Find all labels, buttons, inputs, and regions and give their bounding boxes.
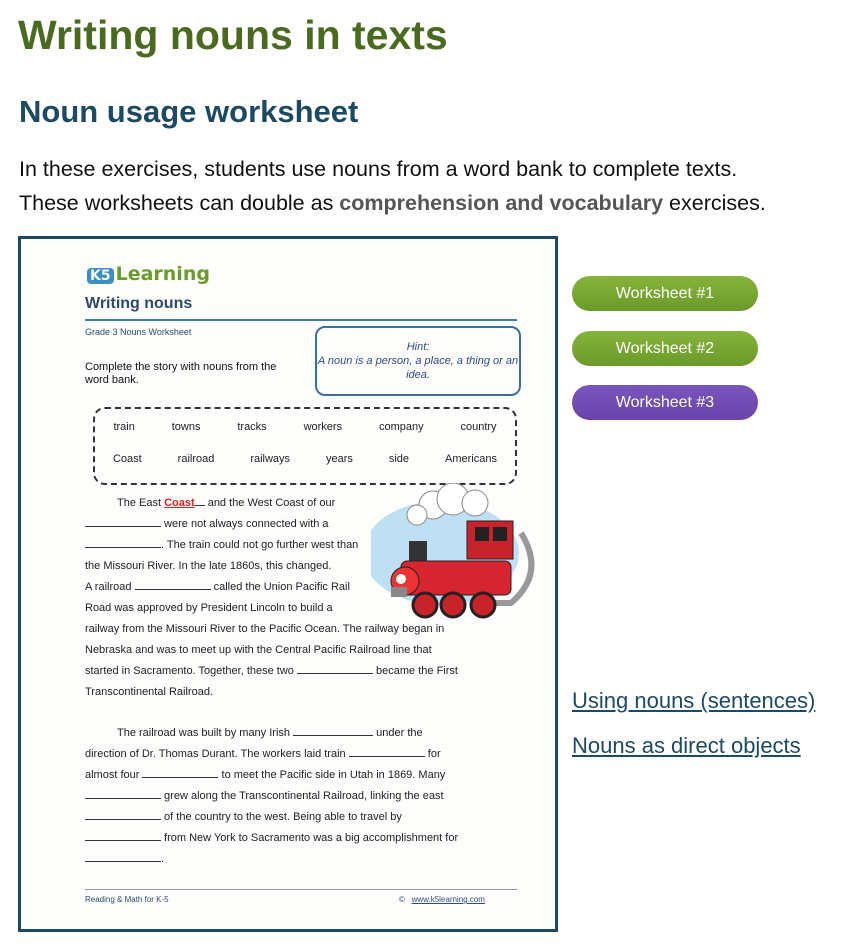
hint-label: Hint:: [406, 341, 430, 353]
story-text: from New York to Sacramento was a big accomplishment for: [161, 832, 459, 844]
blank: [85, 819, 161, 820]
intro-bold: comprehension and vocabulary: [339, 191, 664, 215]
story-paragraph-1-bottom: [85, 619, 495, 703]
story-text: to meet the Pacific side in Utah in 1869. Many: [218, 769, 446, 781]
worksheet-grade: Grade 3 Nouns Worksheet: [85, 327, 192, 337]
hint-box: [315, 326, 521, 396]
story-text: Nebraska and was to meet up with the Central Pacific Railroad line that: [85, 644, 432, 656]
bank-word: railways: [250, 453, 291, 465]
copyright-symbol: ©: [399, 895, 405, 904]
blank: [195, 505, 205, 506]
logo-text: Learning: [115, 263, 210, 285]
title-divider: [85, 319, 517, 321]
train-illustration: [371, 483, 539, 623]
k5-logo: [87, 263, 210, 285]
blank: [297, 673, 373, 674]
bank-word: railroad: [177, 453, 215, 465]
story-text: The East: [117, 497, 165, 509]
bank-word: side: [388, 453, 410, 465]
story-text: for: [424, 748, 441, 760]
intro-line1: In these exercises, students use nouns from a word bank to complete texts.: [19, 157, 738, 181]
bank-word: workers: [303, 421, 343, 433]
hint-text: A noun is a person, a place, a thing or an idea.: [317, 355, 519, 381]
intro-line2-post: exercises.: [663, 191, 766, 215]
blank: [142, 777, 218, 778]
bank-word: years: [326, 453, 353, 465]
blank: [85, 798, 161, 799]
story-text: under the: [373, 727, 423, 739]
story-text: of the country to the west. Being able to travel by: [161, 811, 402, 823]
story-text: called the Union Pacific Rail: [210, 581, 350, 593]
bank-word: company: [378, 421, 424, 433]
bank-word: train: [113, 421, 135, 433]
blank: [85, 840, 161, 841]
nouns-direct-objects-link[interactable]: Nouns as direct objects: [572, 733, 801, 758]
bank-word: towns: [171, 421, 201, 433]
blank: [85, 547, 161, 548]
story-text: direction of Dr. Thomas Durant. The workers laid train: [85, 748, 349, 760]
blank: [85, 861, 161, 862]
story-paragraph-2: [85, 723, 495, 870]
worksheet-1-button[interactable]: Worksheet #1: [572, 276, 758, 311]
worksheet-footer-right: [399, 895, 485, 904]
story-text: grew along the Transcontinental Railroad, linking the east: [161, 790, 444, 802]
story-text: became the First: [372, 665, 458, 677]
story-text: . The train could not go further west than: [161, 539, 359, 551]
story-text: Road was approved by President Lincoln to build a: [85, 602, 333, 614]
bank-word: Coast: [112, 453, 142, 465]
intro-line2-pre: These worksheets can double as: [19, 191, 340, 215]
bank-word: Americans: [445, 453, 497, 465]
blank: [85, 526, 161, 527]
story-text: railway from the Missouri River to the Pacific Ocean. The railway began in: [85, 623, 445, 635]
worksheet-preview[interactable]: [18, 236, 558, 932]
worksheet-footer-left: Reading & Math for K-5: [85, 895, 169, 904]
story-text: were not always connected with a: [161, 518, 329, 530]
footer-divider: [85, 889, 517, 890]
word-bank-row-2: [95, 453, 515, 465]
blank: [135, 589, 211, 590]
story-text: the Missouri River. In the late 1860s, this changed.: [85, 560, 332, 572]
using-nouns-sentences-link[interactable]: Using nouns (sentences): [572, 688, 816, 713]
worksheet-instruction: Complete the story with nouns from the word bank.: [85, 361, 277, 386]
story-paragraph-1-top: [85, 493, 385, 619]
story-text: A railroad: [85, 581, 135, 593]
page-title: Writing nouns in texts: [18, 12, 448, 58]
bank-word: country: [460, 421, 497, 433]
logo-badge: K5: [87, 268, 114, 284]
blank: [349, 756, 425, 757]
footer-url: www.k5learning.com: [411, 895, 485, 904]
intro-paragraph: [19, 152, 766, 220]
story-text: and the West Coast of our: [204, 497, 336, 509]
worksheet-title: Writing nouns: [85, 295, 193, 312]
word-bank: [93, 407, 517, 485]
section-title: Noun usage worksheet: [19, 94, 359, 129]
story-text: The railroad was built by many Irish: [117, 727, 294, 739]
worksheet-2-button[interactable]: Worksheet #2: [572, 331, 758, 366]
worksheet-3-button[interactable]: Worksheet #3: [572, 385, 758, 420]
story-text: started in Sacramento. Together, these two: [85, 665, 297, 677]
story-text: almost four: [85, 769, 143, 781]
story-text: .: [161, 853, 165, 865]
bank-word: tracks: [237, 421, 267, 433]
word-bank-row-1: [95, 421, 515, 433]
blank: [293, 735, 373, 736]
story-text: Transcontinental Railroad.: [85, 686, 213, 698]
answer-example: Coast: [164, 497, 195, 509]
